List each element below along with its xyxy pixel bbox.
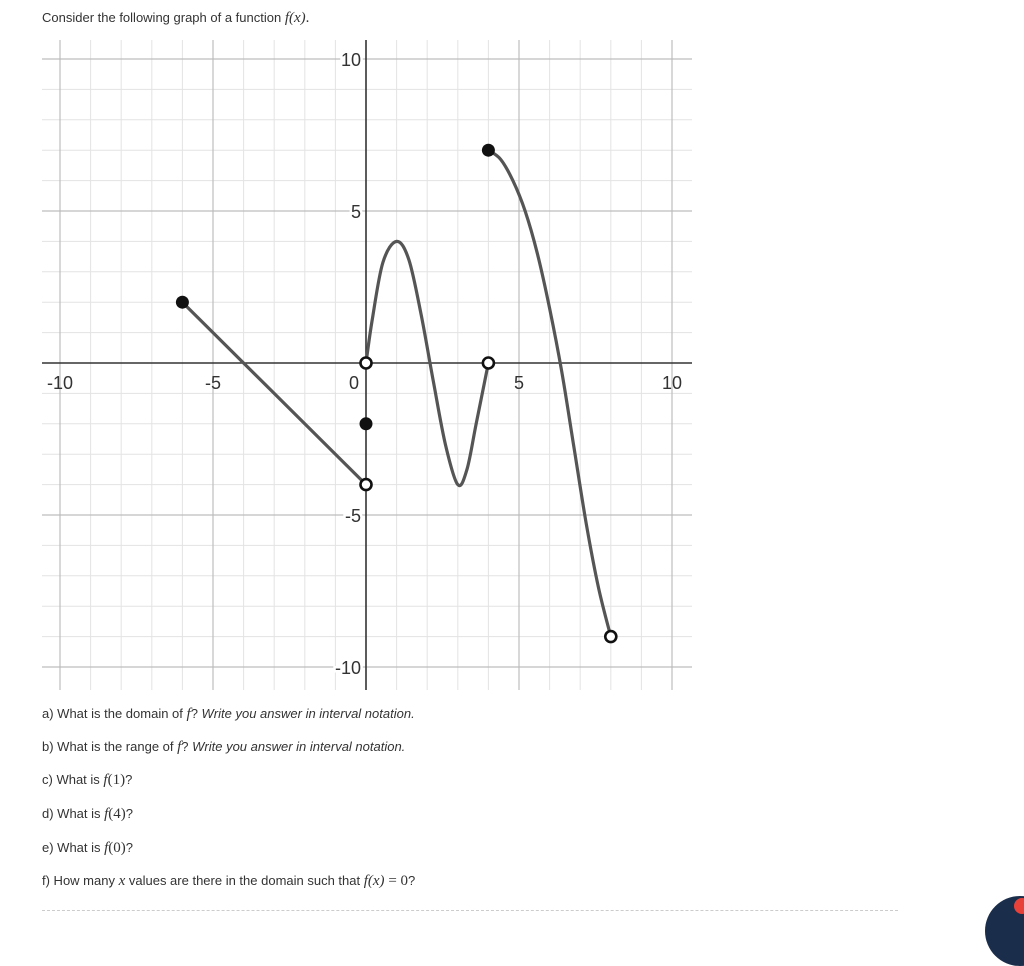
notification-badge <box>1014 898 1024 914</box>
question-a-text: a) What is the domain of <box>42 706 187 721</box>
question-f-mark: ? <box>408 873 416 888</box>
closed-point <box>176 296 189 309</box>
y-tick-label: 5 <box>350 202 361 222</box>
question-c-text: c) What is <box>42 772 104 787</box>
question-a <box>42 706 415 723</box>
question-c-arg: (1) <box>107 772 126 788</box>
question-d <box>42 806 133 823</box>
x-tick-label: 10 <box>661 373 683 393</box>
x-tick-label: -10 <box>46 373 74 393</box>
x-tick-label: -5 <box>204 373 222 393</box>
question-c <box>42 772 132 789</box>
question-c-math: f <box>103 772 108 788</box>
intro-fx: f(x) <box>284 10 306 26</box>
question-b-text: b) What is the range of <box>42 739 178 754</box>
intro-label: Consider the following graph of a function <box>42 10 285 25</box>
question-a-hint: Write you answer in interval notation. <box>201 706 415 721</box>
question-d-math: f <box>104 806 109 822</box>
y-tick-label: -10 <box>334 658 361 678</box>
open-point <box>361 358 372 369</box>
question-a-mark: ? <box>190 706 202 721</box>
y-tick-label: 10 <box>340 50 361 70</box>
intro-period: . <box>305 10 310 26</box>
question-d-mark: ? <box>125 806 134 821</box>
question-f-math: x <box>118 873 126 889</box>
question-f <box>42 873 415 890</box>
question-e-mark: ? <box>125 840 134 855</box>
x-tick-label: 5 <box>513 373 525 393</box>
question-a-math: f <box>186 706 191 722</box>
question-b <box>42 739 405 756</box>
question-d-arg: (4) <box>108 806 126 822</box>
question-f-eq: = 0 <box>384 873 409 889</box>
question-e-math: f <box>104 840 109 856</box>
question-c-mark: ? <box>125 772 133 787</box>
question-d-text: d) What is <box>42 806 105 821</box>
section-divider <box>42 910 898 911</box>
y-tick-label: -5 <box>344 506 361 526</box>
question-b-mark: ? <box>181 739 193 754</box>
question-f-text: f) How many <box>42 873 119 888</box>
open-point <box>361 479 372 490</box>
closed-point <box>482 144 495 157</box>
question-f-fx: f(x) <box>363 873 385 889</box>
question-e-arg: (0) <box>108 840 126 856</box>
closed-point <box>360 417 373 430</box>
question-e-text: e) What is <box>42 840 105 855</box>
question-b-hint: Write you answer in interval notation. <box>192 739 406 754</box>
open-point <box>605 631 616 642</box>
question-e <box>42 840 133 857</box>
question-b-math: f <box>177 739 182 755</box>
x-tick-label: 0 <box>348 373 360 393</box>
open-point <box>483 358 494 369</box>
question-f-middle: values are there in the domain such that <box>125 873 364 888</box>
